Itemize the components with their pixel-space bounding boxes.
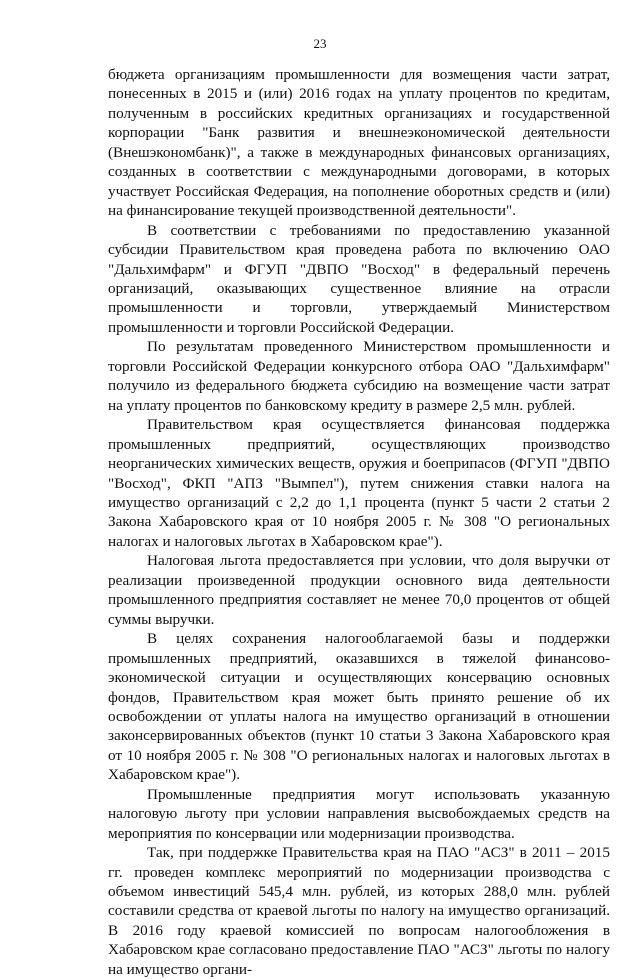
paragraph: По результатам проведенного Министерством промышленности и торговли Российской Федерации конкурсного отбора ОАО "Дальхимфарм" получило из федерального бюджета субсидию на возмещение части затрат на уплату процентов по банковскому кредиту в размере 2,5 млн. рублей.: [108, 338, 610, 414]
paragraph: Так, при поддержке Правительства края на ПАО "АСЗ" в 2011 – 2015 гг. проведен комплекс мероприятий по модернизации производства с объемом инвестиций 545,4 млн. рублей, из которых 288,0 млн. рублей составили средства от краевой льготы по налогу на имущество организаций. В 2016 году краевой комиссией по вопросам налогообложения в Хабаровском крае согласовано предоставление ПАО "АСЗ" льготы по налогу на имущество органи-: [108, 844, 610, 978]
paragraph: Промышленные предприятия могут использовать указанную налоговую льготу при условии направления высвобождаемых средств на мероприятия по консервации или модернизации производства.: [108, 785, 610, 842]
paragraph: Налоговая льгота предоставляется при условии, что доля выручки от реализации произведенной продукции основного вида деятельности промышленного предприятия составляет не менее 70,0 процентов от общей суммы выручки.: [108, 552, 610, 628]
document-body: [108, 65, 610, 979]
paragraph: В целях сохранения налогооблагаемой базы и поддержки промышленных предприятий, оказавшихся в тяжелой финансово-экономической ситуации и осуществляющих консервацию основных фондов, Правительством края может быть принято решение об их освобождении от уплаты налога на имущество организаций в отношении законсервированных объектов (пункт 10 статьи 3 Закона Хабаровского края от 10 ноября 2005 г. № 308 "О региональных налогах и налоговых льготах в Хабаровском крае").: [108, 630, 610, 784]
paragraph: В соответствии с требованиями по предоставлению указанной субсидии Правительством края проведена работа по включению ОАО "Дальхимфарм" и ФГУП "ДВПО "Восход" в федеральный перечень организаций, оказывающих существенное влияние на отрасли промышленности и торговли, утверждаемый Министерством промышленности и торговли Российской Федерации.: [108, 221, 610, 336]
paragraph: Правительством края осуществляется финансовая поддержка промышленных предприятий, осуществляющих производство неорганических химических веществ, оружия и боеприпасов (ФГУП "ДВПО "Восход", ФКП "АПЗ "Вымпел"), путем снижения ставки налога на имущество организаций с 2,2 до 1,1 процента (пункт 5 части 2 статьи 2 Закона Хабаровского края от 10 ноября 2005 г. № 308 "О региональных налогах и налоговых льготах в Хабаровском крае").: [108, 416, 610, 550]
paragraph-continuation: бюджета организациям промышленности для возмещения части затрат, понесенных в 2015 и (или) 2016 годах на уплату процентов по кредитам, полученным в российских кредитных организациях и государственной корпорации "Банк развития и внешнеэкономической деятельности (Внешэкономбанк)", а также в международных финансовых организациях, созданных в соответствии с международными договорами, в которых участвует Российская Федерация, на пополнение оборотных средств и (или) на финансирование текущей производственной деятельности".: [108, 66, 610, 220]
page-number: 23: [313, 36, 327, 51]
